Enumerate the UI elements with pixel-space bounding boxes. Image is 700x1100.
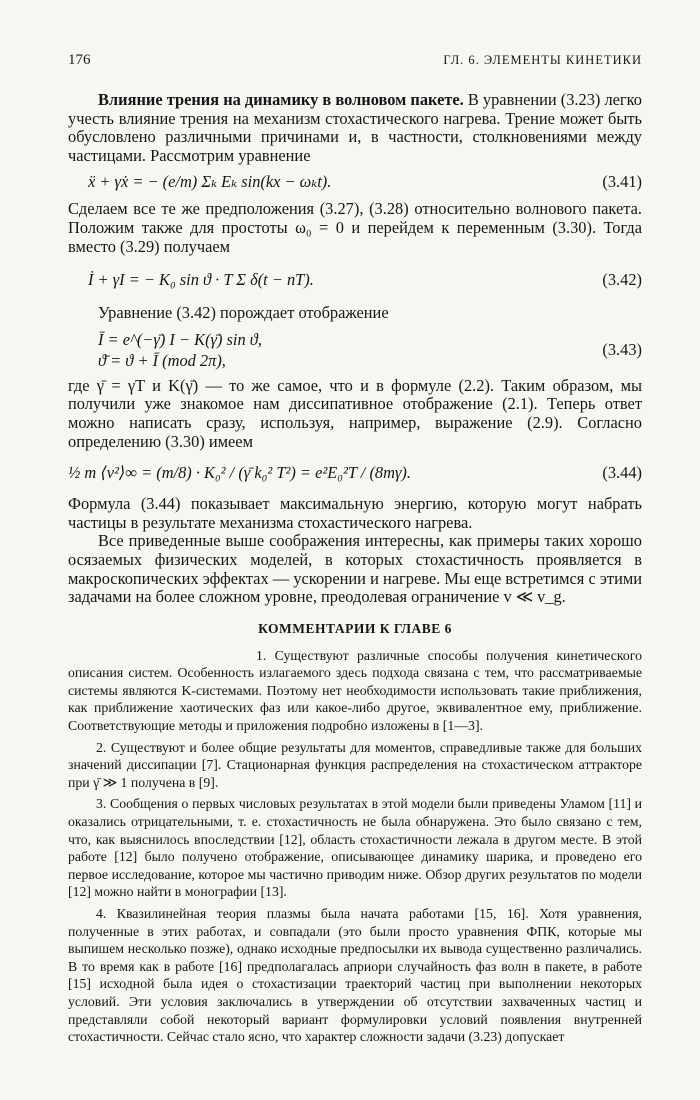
page-number: 176 <box>68 52 91 68</box>
equation-formula: İ + γI = − K₀ sin ϑ · T Σ δ(t − nT). <box>88 270 314 290</box>
equation-number: (3.41) <box>602 172 642 192</box>
section-title: КОММЕНТАРИИ К ГЛАВЕ 6 <box>258 620 452 636</box>
paragraph-text: В уравнении (3.23) легко учесть влияние трения на механизм стохастического нагрева. Трение может быть обусловлено различными причинами и, в частности, столкновениями между частицами. Рассмотрим уравнение <box>68 90 642 165</box>
comment-4: 4. Квазилинейная теория плазмы была начата работами [15, 16]. Хотя уравнения, полученные в этих работах, и совпадали (это были просто уравнения ФПК, которые мы выпишем несколько позже), однако исходные предпосылки их вывода существенно различались. В то время как в работе [16] предполагалась априори случайность фаз волн в пакете, в работе [15] исходной была идея о стохастизации траекторий частиц при выполнении некоторых условий. Эти условия заключались в утверждении об отсутствии захваченных частиц и представляли собой некоторый вариант формулировки условий появления внутренней стохастичности. Сейчас стало ясно, что характер сложности задачи (3.23) допускает <box>68 906 642 1045</box>
running-head: ГЛ. 6. ЭЛЕМЕНТЫ КИНЕТИКИ <box>443 53 642 67</box>
equation-3-41 <box>68 172 642 192</box>
equation-3-42 <box>68 270 642 290</box>
paragraph-map-intro: Уравнение (3.42) порождает отображение <box>98 303 389 323</box>
equation-line-1: Ī = e^(−γ̄) I − K(γ̄) sin ϑ, <box>98 329 262 349</box>
paragraph-assumptions: Сделаем все те же предположения (3.27), (3.28) относительно волнового пакета. Положим также для простоты ω₀ = 0 и перейдем к переменным (3.30). Тогда вместо (3.29) получаем <box>68 199 642 256</box>
paragraph-friction <box>68 91 642 165</box>
equation-number: (3.42) <box>602 270 642 290</box>
equation-line-2: ϑ̄ = ϑ + Ī (mod 2π), <box>98 350 226 370</box>
equation-formula: ½ m ⟨v²⟩∞ = (m/8) · K₀² / (γ̄ k₀² T²) = e²E₀²T / (8mγ). <box>68 463 411 483</box>
paragraph-energy: Формула (3.44) показывает максимальную энергию, которую могут набрать частицы в результате механизма стохастического нагрева. <box>68 494 642 532</box>
equation-formula: ẍ + γẋ = − (e/m) Σₖ Eₖ sin(kx − ωₖt). <box>88 172 332 192</box>
equation-system <box>68 329 262 371</box>
comment-3: 3. Сообщения о первых числовых результатах в этой модели были приведены Уламом [11] и оказались отрицательными, т. е. стохастичность не была обнаружена. Это было связано с тем, что, как выяснилось впоследствии [12], область стохастичности лежала в другом месте. В этой работе [12] было получено отображение, описывающее динамику шарика, и проведено его первое исследование, которое мы частично приводим ниже. Обзор других результатов по модели [12] можно найти в монографии [13]. <box>68 796 642 900</box>
equation-3-44 <box>68 463 642 483</box>
comment-2: 2. Существуют и более общие результаты для моментов, справедливые также для больших значений диссипации [7]. Стационарная функция распределения на стохастическом аттракторе при γ̄ ≫ 1 получена в [9]. <box>68 739 642 790</box>
paragraph-dissipative: где γ̄ = γT и K(γ̄) — то же самое, что и в формуле (2.2). Таким образом, мы получили уже знакомое нам диссипативное отображение (2.1). Теперь ответ можно написать сразу, используя, например, выражение (2.9). Согласно определению (3.30) имеем <box>68 375 642 451</box>
paragraph-title: Влияние трения на динамику в волновом пакете. <box>98 90 464 109</box>
comment-1: 1. Существуют различные способы получения кинетического описания систем. Особенность излагаемого здесь подхода связана с тем, что рассматриваемые системы являются K-системами. Поэтому нет необходимости использовать такие приближения, как приближение хаотических фаз или какое-либо другое, эквивалентное ему, приближение. Соответствующие методы и приложения подробно изложены в [1—3]. <box>68 647 642 734</box>
page-header <box>68 52 642 69</box>
equation-3-43 <box>68 329 642 371</box>
equation-number: (3.44) <box>602 463 642 483</box>
equation-number: (3.43) <box>602 339 642 359</box>
paragraph-summary: Все приведенные выше соображения интересны, как примеры таких хорошо осязаемых физических моделей, в которых стохастичность проявляется в макроскопических эффектах — ускорении и нагреве. Мы еще встретимся с этими задачами на более сложном уровне, преодолевая ограничение v ≪ v_g. <box>68 531 642 607</box>
